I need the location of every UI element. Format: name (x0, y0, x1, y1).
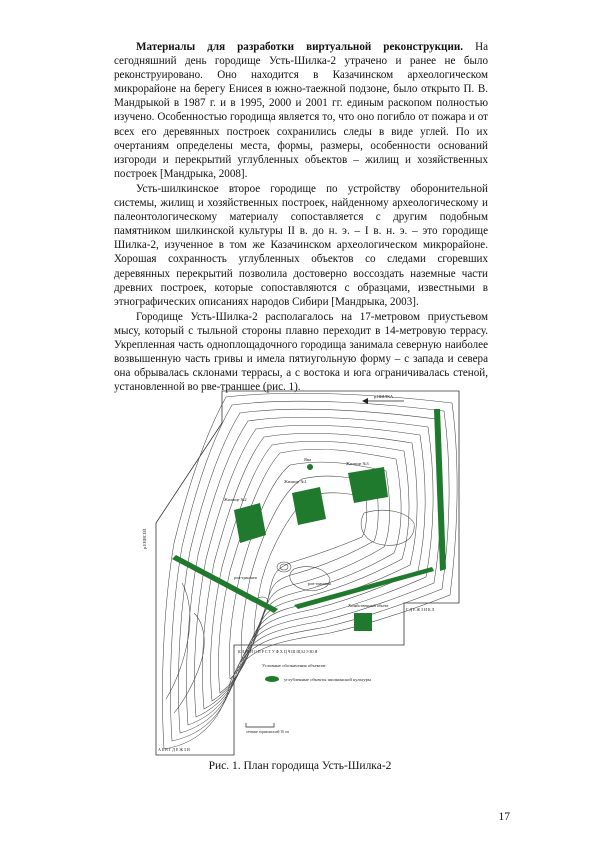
zhilishche-2-label: Жилище №2 (224, 497, 247, 502)
grid-letters-top: К Л М Н О П Р С Т У Ф Х Ц Ч Ш Щ Ы Э Ю Я (238, 649, 318, 654)
page-number: 17 (498, 811, 510, 823)
river-shilka-label: р.ШИЛКА (374, 394, 394, 399)
legend-item: углубленные объекты шилкинской культуры (284, 677, 372, 682)
rov-west-label: ров-траншея (234, 575, 257, 580)
khoz-obekt-label: Хозяйственный объект (348, 603, 389, 608)
zhilishche-2 (234, 503, 266, 543)
yama-marker (307, 464, 313, 470)
zhilishche-1 (292, 487, 326, 525)
legend-swatch (265, 676, 279, 682)
paragraph-2: Усть-шилкинское второе городище по устройству оборонительной системы, жилищ и хозяйственных построек, найденному археологическому и палеонтологическому материалу сопоставляется с другим подобным памятником шилкинской культуры II в. до н. э. – I в. н. э. – это городище Шилка-2, изученное в том же Казачинском археологическом микрорайоне. Хорошая сохранность углубленных объектов со следами сгоревших деревянных перекрытий позволила достоверно воссоздать наземные части древних построек, которые сопоставляются с образцами, известными в этнографических описаниях народов Сибири [Мандрыка, 2003]. (114, 182, 488, 308)
legend-title: Условные обозначения объектов: (262, 663, 327, 668)
scale-label: сечение горизонталей 10 см (246, 730, 289, 734)
section-heading: Материалы для разработки виртуальной реконструкции. (136, 41, 464, 53)
body-text (114, 40, 488, 395)
scale-bar (246, 723, 274, 727)
site-plan-figure (134, 383, 470, 759)
site-plan-map (134, 383, 470, 759)
yama-label: Яма (304, 457, 312, 462)
grid-letters-right: Г Д Е Ж З И К Л (406, 607, 435, 612)
zhilishche-1-label: Жилище №1 (284, 479, 307, 484)
paragraph-3: Городище Усть-Шилка-2 располагалось на 17-метровом приустьевом мысу, который с тыльной стороны плавно переходит в 14-метровую террасу. Укрепленная часть одноплощадочного городища занимала северную наиболее возвышенную часть гривы и имела пятиугольную форму – с запада и севера она обрывалась склонами террасы, а с востока и юга ограничивалась стеной, установленной во рве-траншее (рис. 1). (114, 310, 488, 394)
zhilishche-3-label: Жилище №3 (346, 461, 369, 466)
paragraph-1-text: На сегодняшний день городище Усть-Шилка-2 утрачено и ранее не было реконструировано. Оно находится в Казачинском археологическом микрорайоне на берегу Енисея в южно-таежной подзоне, было открыто П. В. Мандрыкой в 1987 г. и в 1995, 2000 и 2001 гг. единым раскопом полностью изучено. Особенностью городища является то, что оно погибло от пожара и от всех его деревянных построек сохранились следы в виде углей. По их очертаниям определены места, формы, размеры, особенности оснований изгороди и перекрытий углубленных объектов – жилищ и хозяйственных построек [Мандрыка, 2008]. (114, 41, 488, 180)
grid-letters-bottom: А Б В Г Д Е Ж З И (158, 747, 190, 752)
rov-south-label: ров-траншея (308, 581, 331, 586)
river-enisey-label: р.ЕНИСЕЙ (142, 528, 147, 549)
wall-west-trench (172, 555, 278, 613)
paragraph-1 (114, 40, 488, 181)
zhilishche-3 (348, 467, 388, 503)
khoz-obekt (354, 613, 372, 631)
figure-caption: Рис. 1. План городища Усть-Шилка-2 (208, 760, 392, 772)
wall-east (434, 409, 446, 571)
